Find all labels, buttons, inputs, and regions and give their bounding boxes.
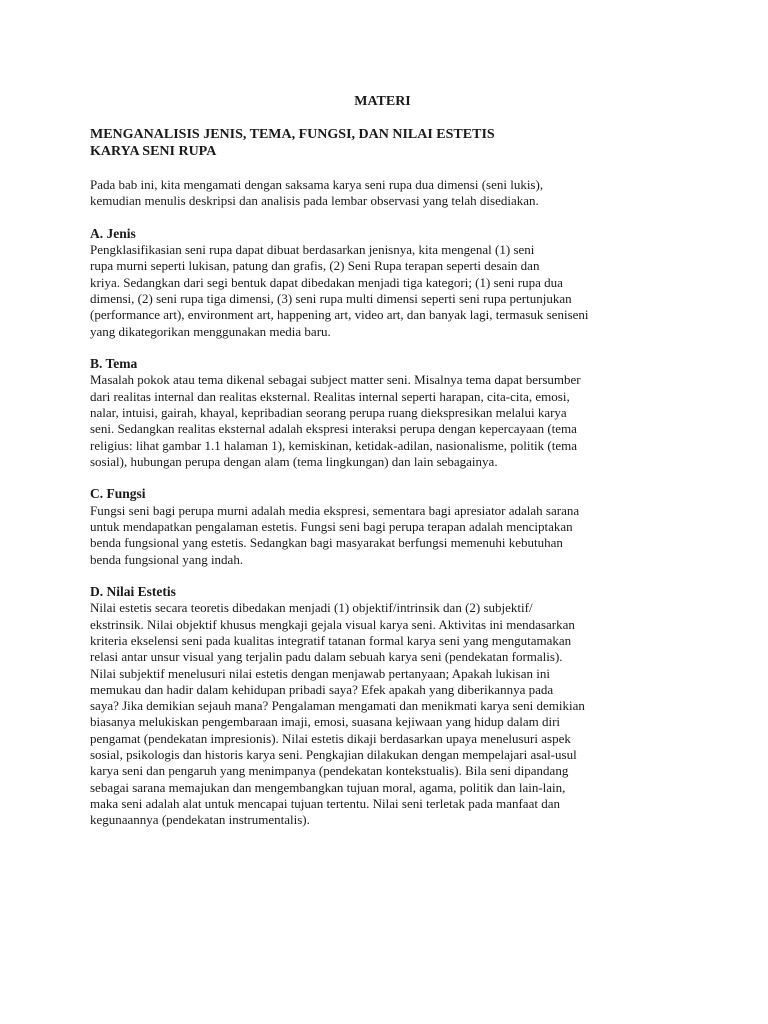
body-line: benda fungsional yang estetis. Sedangkan bagi masyarakat berfungsi memenuhi kebutuhan: [90, 535, 563, 551]
body-line: kriteria ekselensi seni pada kualitas integratif tatanan formal karya seni yang mengutamakan: [90, 632, 572, 648]
section: [90, 226, 630, 340]
section-body: [90, 242, 630, 340]
page-title: MATERI: [354, 94, 411, 109]
body-line: relasi antar unsur visual yang terjalin padu dalam sebuah karya seni (pendekatan formalis).: [90, 649, 563, 665]
document-heading: [90, 126, 630, 160]
section-body: [90, 503, 630, 568]
body-line: religius: lihat gambar 1.1 halaman 1), kemiskinan, ketidak-adilan, nasionalisme, politik (tema: [90, 437, 578, 453]
body-line: dimensi, (2) seni rupa tiga dimensi, (3) seni rupa multi dimensi seperti seni rupa pertunjukan: [90, 290, 572, 306]
body-line: maka seni adalah alat untuk mencapai tujuan tertentu. Nilai seni terletak pada manfaat dan: [90, 795, 560, 811]
body-line: seni. Sedangkan realitas eksternal adalah ekspresi interaksi perupa dengan kepercayaan (tema: [90, 421, 577, 437]
body-line: ekstrinsik. Nilai objektif khusus mengkaji gejala visual karya seni. Aktivitas ini mendasarkan: [90, 616, 575, 632]
body-line: Fungsi seni bagi perupa murni adalah media ekspresi, sementara bagi apresiator adalah sarana: [90, 502, 580, 518]
body-line: saya? Jika demikian sejauh mana? Pengalaman mengamati dan menikmati karya seni demikian: [90, 698, 585, 714]
body-line: sosial), hubungan perupa dengan alam (tema lingkungan) dan lain sebagainya.: [90, 453, 498, 469]
body-line: Nilai estetis secara teoretis dibedakan menjadi (1) objektif/intrinsik dan (2) subjektif/: [90, 600, 533, 616]
section-body: [90, 372, 630, 470]
body-line: karya seni dan pengaruh yang menimpanya (pendekatan kontekstualis). Bila seni dipandang: [90, 763, 569, 779]
body-line: memukau dan hadir dalam kehidupan pribadi saya? Efek apakah yang diberikannya pada: [90, 681, 554, 697]
body-line: Masalah pokok atau tema dikenal sebagai subject matter seni. Misalnya tema dapat bersumber: [90, 372, 581, 388]
section: [90, 486, 630, 568]
sections-container: [90, 226, 630, 829]
intro-paragraph: [90, 177, 630, 210]
section-body: [90, 600, 630, 828]
body-line: nalar, intuisi, gairah, khayal, kepribadian seorang perupa ruang diekspresikan melalui karya: [90, 404, 567, 420]
body-line: (performance art), environment art, happening art, video art, dan banyak lagi, termasuk seniseni: [90, 307, 589, 323]
body-line: yang dikategorikan menggunakan media baru.: [90, 323, 331, 339]
body-line: sebagai sarana memajukan dan mengembangkan tujuan moral, agama, politik dan lain-lain,: [90, 779, 566, 795]
section-heading: C. Fungsi: [90, 486, 146, 502]
body-line: benda fungsional yang indah.: [90, 551, 244, 567]
body-line: biasanya melukiskan pengembaraan imaji, emosi, suasana kejiwaan yang hidup dalam diri: [90, 714, 561, 730]
section: [90, 584, 630, 829]
document-heading-line: MENGANALISIS JENIS, TEMA, FUNGSI, DAN NILAI ESTETIS: [90, 127, 495, 142]
body-line: sosial, psikologis dan historis karya seni. Pengkajian dilakukan dengan mempelajari asal-usul: [90, 747, 577, 763]
section-heading: D. Nilai Estetis: [90, 583, 176, 599]
document-heading-line: KARYA SENI RUPA: [90, 144, 217, 159]
section-heading: A. Jenis: [90, 225, 136, 241]
body-line: rupa murni seperti lukisan, patung dan grafis, (2) Seni Rupa terapan seperti desain dan: [90, 258, 540, 274]
document-page: [90, 93, 630, 845]
body-line: Pengklasifikasian seni rupa dapat dibuat berdasarkan jenisnya, kita mengenal (1) seni: [90, 242, 535, 258]
section-heading: B. Tema: [90, 355, 138, 371]
body-line: kegunaannya (pendekatan instrumentalis).: [90, 812, 310, 828]
section: [90, 356, 630, 470]
intro-line: kemudian menulis deskripsi dan analisis pada lembar observasi yang telah disediakan.: [90, 193, 539, 209]
intro-line: Pada bab ini, kita mengamati dengan saksama karya seni rupa dua dimensi (seni lukis),: [90, 177, 544, 192]
body-line: Nilai subjektif menelusuri nilai estetis dengan menjawab pertanyaan; Apakah lukisan ini: [90, 665, 550, 681]
body-line: untuk mendapatkan pengalaman estetis. Fungsi seni bagi perupa terapan adalah menciptakan: [90, 518, 573, 534]
body-line: kriya. Sedangkan dari segi bentuk dapat dibedakan menjadi tiga kategori; (1) seni rupa dua: [90, 274, 563, 290]
body-line: pengamat (pendekatan impresionis). Nilai estetis dikaji berdasarkan upaya menelusuri aspek: [90, 730, 571, 746]
body-line: dari realitas internal dan realitas eksternal. Realitas internal seperti harapan, cita-cita, emosi,: [90, 388, 570, 404]
